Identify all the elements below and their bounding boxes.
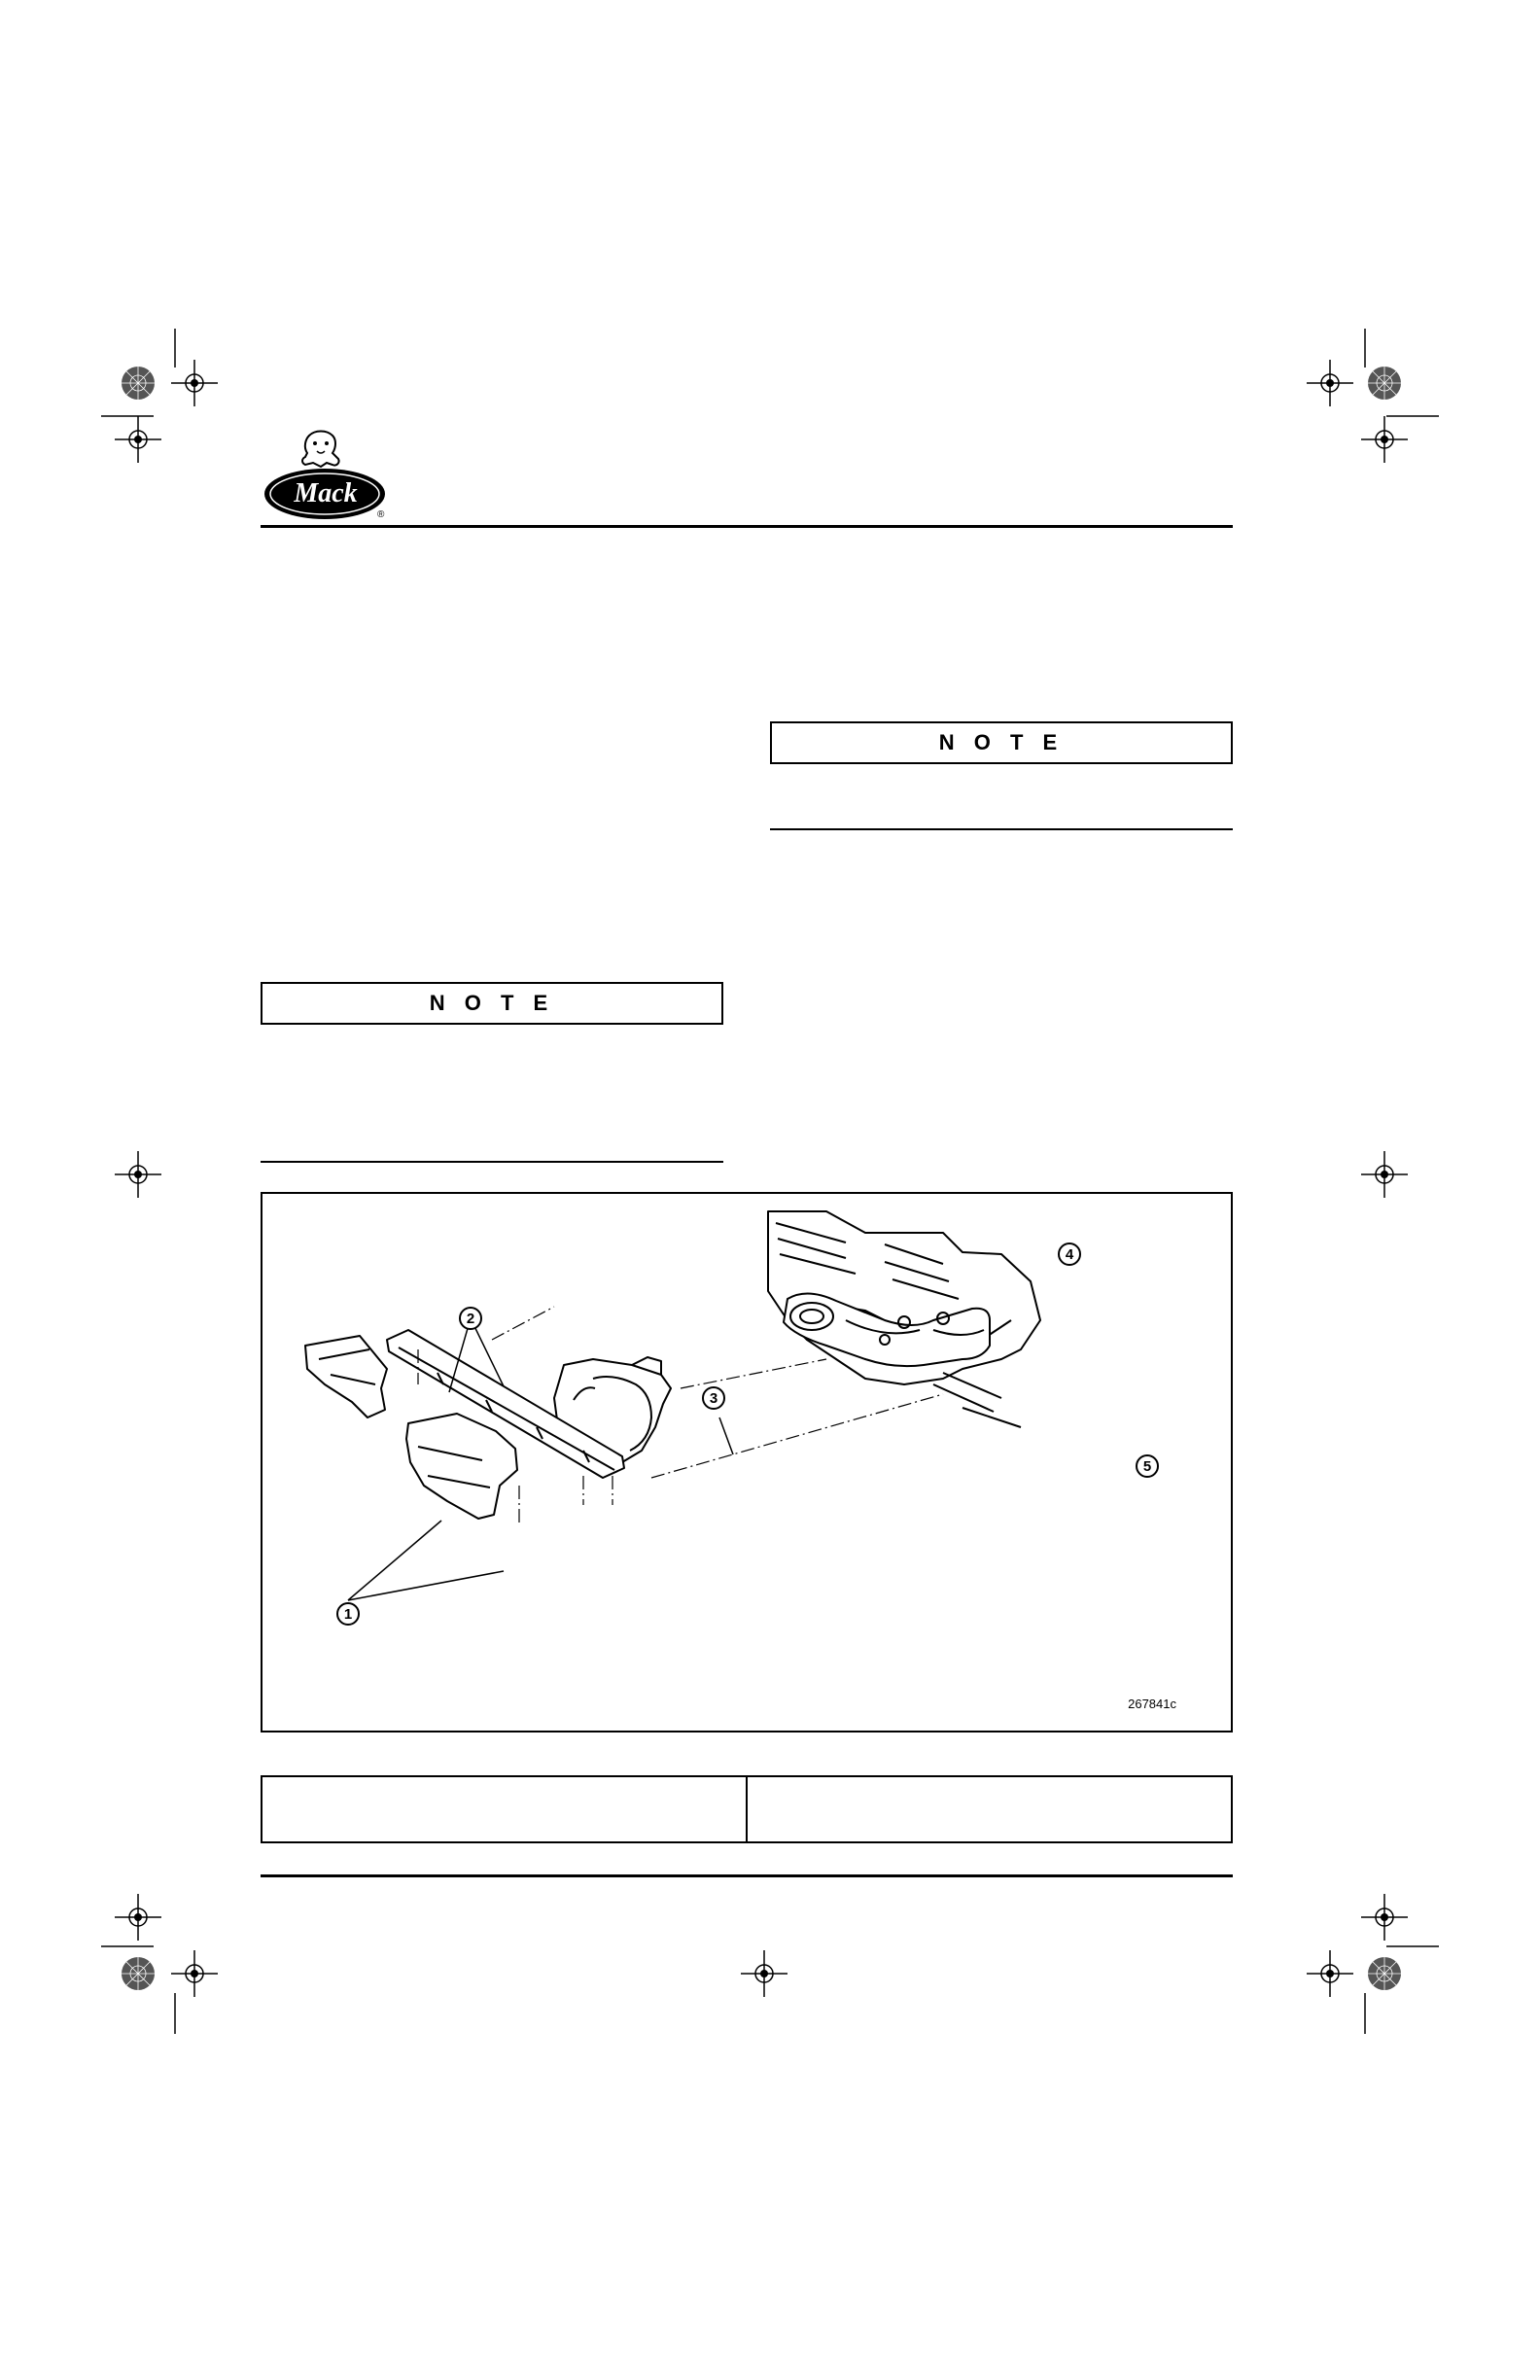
callout-1 bbox=[337, 1603, 359, 1625]
crosshair-icon bbox=[171, 360, 218, 406]
mack-bulldog-logo-icon bbox=[257, 428, 393, 525]
registration-target-icon bbox=[1368, 367, 1401, 400]
registered-mark: ® bbox=[377, 509, 385, 520]
callout-label: 4 bbox=[1065, 1246, 1074, 1263]
crosshair-icon bbox=[1361, 1151, 1408, 1198]
note-heading-right: N O T E bbox=[770, 721, 1233, 764]
crosshair-icon bbox=[1307, 360, 1353, 406]
registration-target-icon bbox=[122, 1957, 155, 1990]
figure-frame bbox=[261, 1192, 1233, 1732]
callout-label: 1 bbox=[343, 1606, 353, 1623]
note-heading-left: N O T E bbox=[261, 982, 723, 1025]
callout-2 bbox=[460, 1308, 481, 1329]
crosshair-icon bbox=[115, 416, 161, 463]
note-end-rule-right bbox=[770, 828, 1233, 830]
callout-5 bbox=[1137, 1455, 1158, 1477]
registration-target-icon bbox=[122, 367, 155, 400]
crosshair-icon bbox=[1307, 1950, 1353, 1997]
figure-id: 267841c bbox=[1128, 1697, 1176, 1711]
exhaust-manifold-heat-shield-illustration bbox=[262, 1194, 1235, 1734]
crosshair-icon bbox=[115, 1894, 161, 1941]
caption-table-cell-left bbox=[262, 1777, 746, 1841]
callout-4 bbox=[1059, 1243, 1080, 1265]
crosshair-icon bbox=[741, 1950, 788, 1997]
caption-table-cell-right bbox=[746, 1777, 1231, 1841]
caption-table bbox=[261, 1775, 1233, 1843]
footer-rule bbox=[261, 1874, 1233, 1877]
callout-3 bbox=[703, 1387, 724, 1409]
header-rule bbox=[261, 525, 1233, 528]
callout-label: 5 bbox=[1142, 1458, 1152, 1475]
logo-wordmark: Mack bbox=[294, 478, 358, 508]
crosshair-icon bbox=[115, 1151, 161, 1198]
crosshair-icon bbox=[171, 1950, 218, 1997]
callout-label: 3 bbox=[709, 1390, 718, 1407]
mack-logo bbox=[257, 428, 393, 525]
registration-target-icon bbox=[1368, 1957, 1401, 1990]
callout-label: 2 bbox=[466, 1311, 475, 1327]
note-end-rule-left bbox=[261, 1161, 723, 1163]
crosshair-icon bbox=[1361, 416, 1408, 463]
crosshair-icon bbox=[1361, 1894, 1408, 1941]
